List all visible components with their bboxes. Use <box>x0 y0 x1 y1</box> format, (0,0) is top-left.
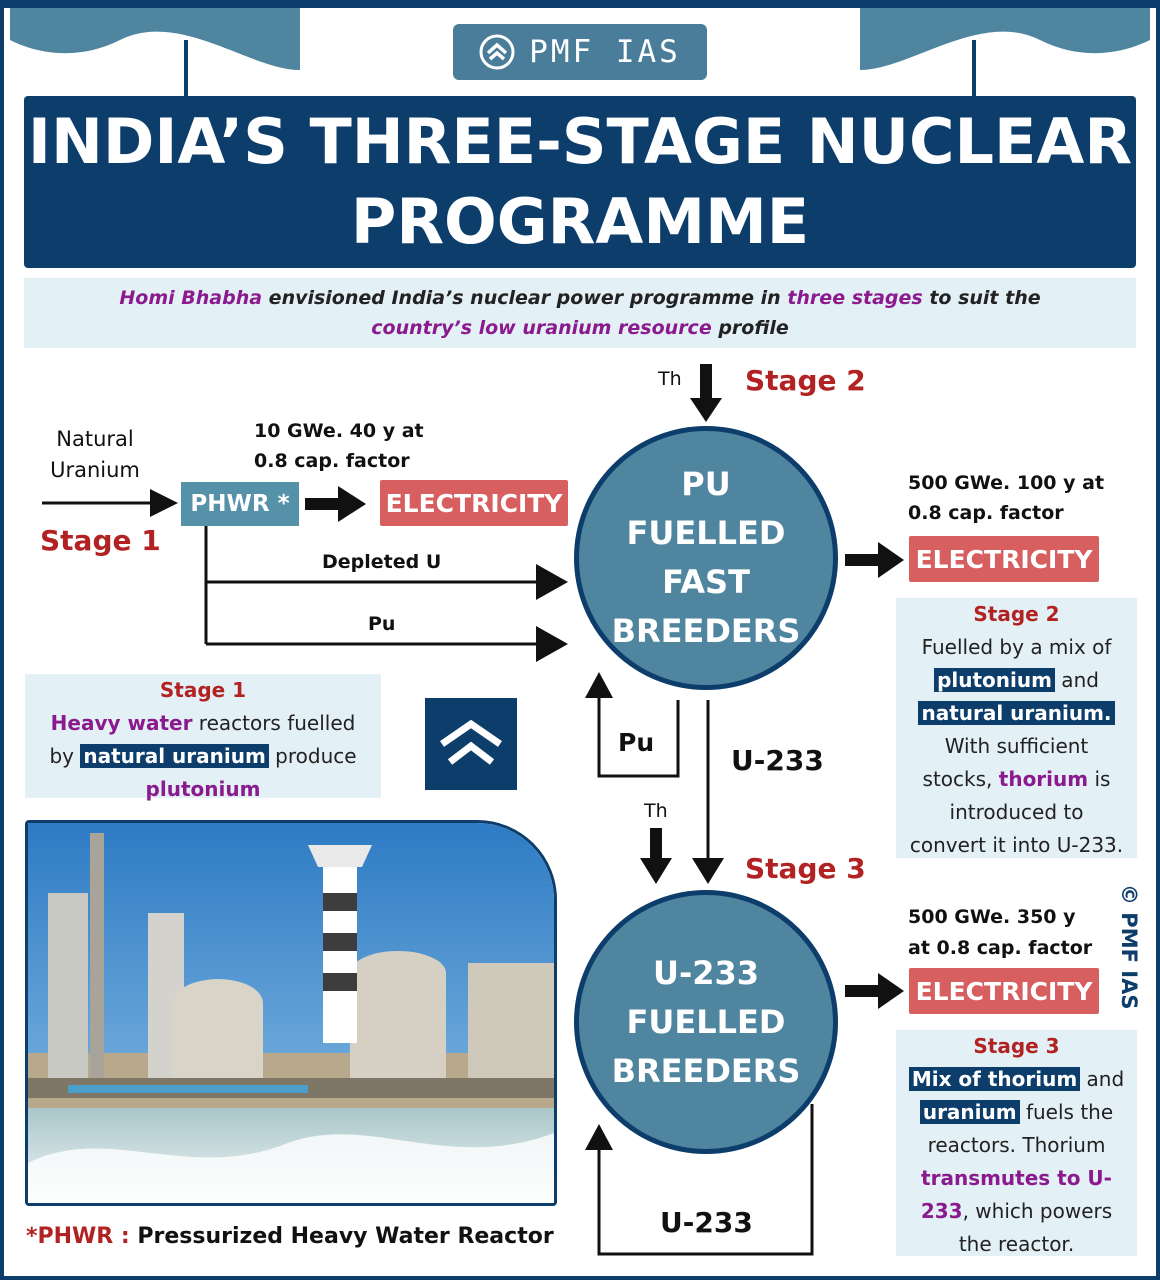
intro-text-a: envisioned India’s nuclear power programme in <box>262 287 788 309</box>
intro-low-uranium: country’s low uranium resource <box>371 317 712 339</box>
u233-loop-head <box>585 1124 613 1150</box>
stage3-info-line-1 <box>896 1063 1137 1096</box>
stage3-233: 233 <box>920 1199 963 1223</box>
stage2-capacity <box>908 468 1104 528</box>
phwr-footnote <box>26 1224 554 1249</box>
pu-fast-breeder-circle <box>574 426 838 690</box>
stage3-info-line-5 <box>896 1195 1137 1228</box>
stage3-uranium: uranium <box>920 1100 1020 1124</box>
title-line-2: PROGRAMME <box>350 185 810 258</box>
natural-uranium-line-2: Uranium <box>50 458 140 482</box>
stage1-capacity-line-1: 10 GWe. 40 y at <box>254 420 424 442</box>
stage2-info-line-2 <box>896 664 1137 697</box>
stage3-info-heading: Stage 3 <box>973 1034 1060 1058</box>
brand-name: PMF IAS <box>529 34 681 70</box>
arrow-pu-head <box>536 626 568 662</box>
stage1-info-text-a: reactors fuelled <box>192 711 356 735</box>
stage2-info-line-1: Fuelled by a mix of <box>921 635 1112 659</box>
stage3-info-fuels: fuels the <box>1019 1100 1114 1124</box>
natural-uranium-line-1: Natural <box>56 427 134 451</box>
stage1-natural-uranium: natural uranium <box>80 744 268 768</box>
stage2-info-is: is <box>1088 767 1111 791</box>
stage3-info-and: and <box>1080 1067 1125 1091</box>
u233-loop-label: U-233 <box>660 1206 753 1239</box>
copyright-text: © PMF IAS <box>1117 884 1141 1010</box>
stage2-label: Stage 2 <box>745 364 866 397</box>
stage3-label: Stage 3 <box>745 852 866 885</box>
footnote-text: Pressurized Heavy Water Reactor <box>129 1224 554 1249</box>
stage2-info-line-6: introduced to <box>949 800 1084 824</box>
th-input-stage3: Th <box>644 800 668 822</box>
stage2-thorium: thorium <box>998 767 1089 791</box>
circle1-line-2: FUELLED <box>626 514 786 552</box>
depleted-u-label: Depleted U <box>322 551 442 573</box>
title-line-1: INDIA’S THREE-STAGE NUCLEAR <box>27 105 1133 178</box>
arrow-uranium-to-phwr-head <box>150 489 178 517</box>
intro-homi-bhabha: Homi Bhabha <box>119 287 263 309</box>
circle1-line-3: FAST <box>662 563 750 601</box>
arrow-stage3-electricity <box>845 985 881 997</box>
stage3-transmutes: transmutes to U- <box>921 1166 1112 1190</box>
stage3-info-box <box>896 1030 1137 1256</box>
arrow-th-stage2-head <box>690 398 722 422</box>
u233-down-label: U-233 <box>731 744 824 777</box>
stage1-info-line-1 <box>25 707 381 740</box>
circle1-line-4: BREEDERS <box>611 612 801 650</box>
stage1-capacity-line-2: 0.8 cap. factor <box>254 450 410 472</box>
stage2-natural-uranium: natural uranium. <box>918 701 1114 725</box>
intro-three-stages: three stages <box>787 287 923 309</box>
stage1-info-box <box>25 674 381 801</box>
stage2-info-line-7: convert it into U-233. <box>909 833 1124 857</box>
u233-breeder-circle <box>574 890 838 1154</box>
stage1-plutonium: plutonium <box>145 777 261 801</box>
pu-loop-head <box>585 672 613 698</box>
arrow-th-stage3-head <box>640 858 672 884</box>
stage2-capacity-line-2: 0.8 cap. factor <box>908 502 1064 524</box>
footnote-key: *PHWR : <box>26 1224 130 1249</box>
stage3-info-line-2 <box>896 1096 1137 1129</box>
stage1-label: Stage 1 <box>40 524 161 557</box>
stage2-info-heading: Stage 2 <box>973 602 1060 626</box>
stage2-info-box <box>896 598 1137 858</box>
stage3-info-line-3: reactors. Thorium <box>927 1133 1106 1157</box>
arrow-stage2-electricity-head <box>878 542 904 578</box>
stage3-capacity-line-2: at 0.8 cap. factor <box>908 937 1093 959</box>
stage2-info-line-4: With sufficient <box>944 734 1089 758</box>
electricity-badge-stage1: ELECTRICITY <box>380 480 568 526</box>
pu-flow-label: Pu <box>368 613 396 635</box>
pu-loop-label: Pu <box>618 728 655 757</box>
stage2-info-and: and <box>1054 668 1099 692</box>
electricity-badge-stage2: ELECTRICITY <box>909 536 1099 582</box>
stage1-heavy-water: Heavy water <box>50 711 193 735</box>
stage2-info-stocks: stocks, <box>922 767 999 791</box>
stage1-info-text-c: produce <box>268 744 357 768</box>
stage3-capacity-line-1: 500 GWe. 350 y <box>908 906 1076 928</box>
chevron-up-icon <box>436 718 506 770</box>
phwr-box: PHWR * <box>181 482 299 526</box>
stage3-info-powers: , which powers <box>962 1199 1113 1223</box>
circle2-line-3: BREEDERS <box>611 1051 801 1090</box>
circle2-line-1: U-233 <box>652 953 760 992</box>
stage1-info-line-2 <box>25 740 381 773</box>
stage2-info-line-5 <box>896 763 1137 796</box>
reactor-photo <box>25 820 557 1206</box>
stage2-capacity-line-1: 500 GWe. 100 y at <box>908 472 1105 494</box>
natural-uranium-label <box>34 424 156 486</box>
copyright-mark <box>1112 880 1146 1010</box>
stage3-capacity <box>908 902 1092 964</box>
circle1-line-1: PU <box>681 465 731 503</box>
electricity-badge-stage3: ELECTRICITY <box>909 968 1099 1014</box>
stage1-info-text-b: by <box>49 744 81 768</box>
arrow-th-stage2 <box>700 364 712 402</box>
arrow-phwr-to-electricity <box>305 498 341 510</box>
circle2-line-2: FUELLED <box>626 1002 786 1041</box>
stage3-mix-of-thorium: Mix of thorium <box>909 1067 1080 1091</box>
stage2-plutonium: plutonium <box>934 668 1055 692</box>
stage1-info-heading: Stage 1 <box>159 678 247 702</box>
stage2-info-line-3 <box>896 697 1137 730</box>
arrow-phwr-to-electricity-head <box>338 486 366 522</box>
logo-tile <box>425 698 517 790</box>
stage1-capacity <box>254 416 424 476</box>
reactor-photo-illustration <box>28 823 554 1203</box>
arrow-depleted-u-head <box>536 564 568 600</box>
arrow-stage3-electricity-head <box>878 973 904 1009</box>
arrow-stage2-electricity <box>845 554 881 566</box>
intro-text-c: profile <box>711 317 789 339</box>
arrow-th-stage3 <box>650 828 662 862</box>
th-input-stage2: Th <box>658 368 682 390</box>
arrow-u233-down-head <box>692 858 724 884</box>
stage3-info-line-6: the reactor. <box>958 1232 1075 1256</box>
intro-text-b: to suit the <box>922 287 1041 309</box>
